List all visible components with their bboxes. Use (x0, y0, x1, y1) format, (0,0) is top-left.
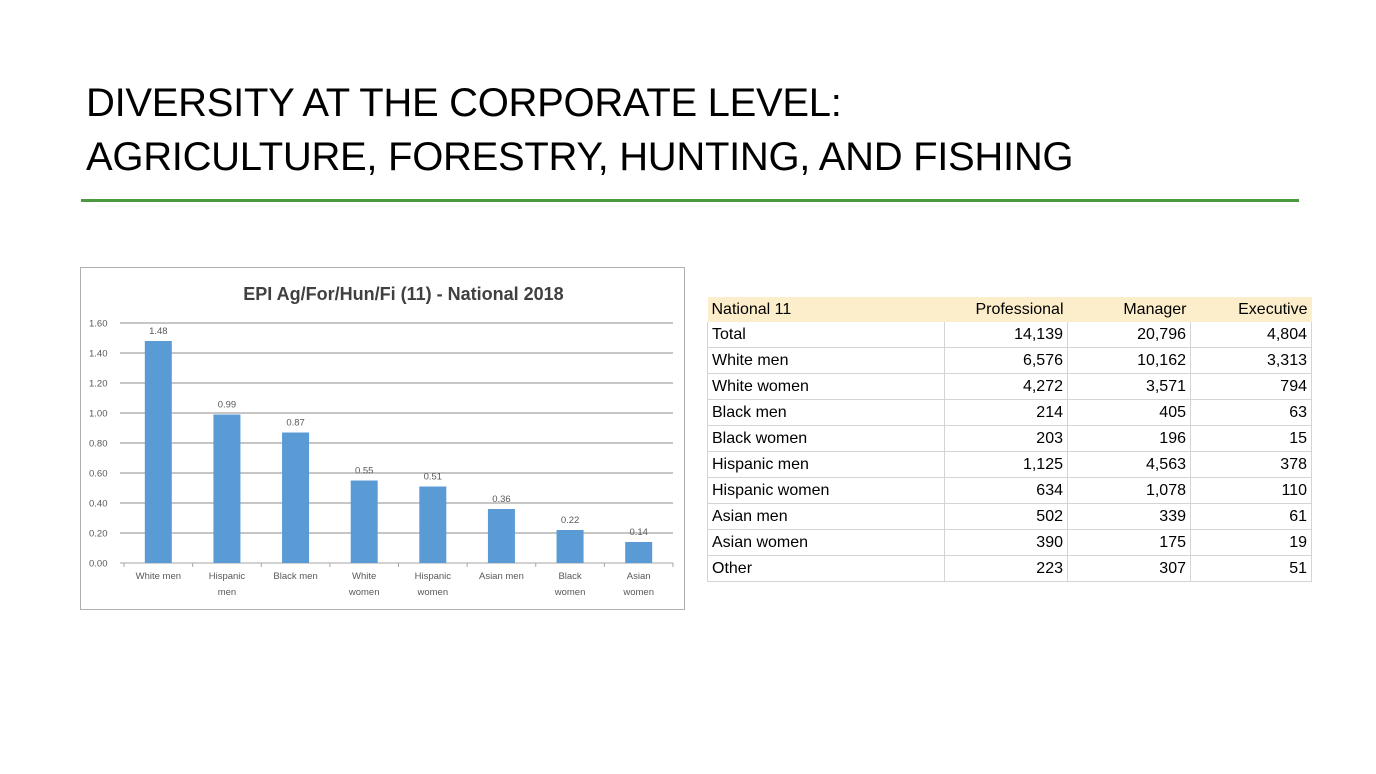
table-cell: 339 (1068, 504, 1191, 530)
category-label: Black men (273, 571, 318, 582)
category-label: White men (135, 571, 182, 582)
category-label: Hispanic (208, 571, 246, 582)
data-label: 1.48 (149, 326, 168, 337)
table-cell: 390 (945, 530, 1068, 556)
table-header-cell: National 11 (708, 297, 945, 322)
category-label: women (417, 587, 449, 598)
table-cell: 794 (1191, 374, 1312, 400)
table-cell: 175 (1068, 530, 1191, 556)
data-label: 0.14 (629, 527, 648, 538)
bar (213, 415, 240, 564)
y-tick-label: 0.00 (89, 558, 108, 570)
y-tick-label: 0.20 (89, 528, 108, 540)
table-cell: Asian women (708, 530, 945, 556)
table-cell: 1,078 (1068, 478, 1191, 504)
bar-chart-canvas (81, 268, 686, 611)
table-row (708, 504, 1312, 530)
table-cell: Black women (708, 426, 945, 452)
y-tick-label: 0.40 (89, 498, 108, 510)
title-divider (81, 199, 1299, 202)
y-tick-label: 1.40 (89, 348, 108, 360)
bar (557, 530, 584, 563)
y-tick-label: 1.00 (89, 408, 108, 420)
category-label: Asian men (478, 571, 524, 582)
bar (488, 509, 515, 563)
table-row (708, 556, 1312, 582)
table-body (708, 322, 1312, 582)
table-cell: 307 (1068, 556, 1191, 582)
y-tick-label: 0.60 (89, 468, 108, 480)
table-cell: 405 (1068, 400, 1191, 426)
bar (282, 433, 309, 564)
table-cell: 4,272 (945, 374, 1068, 400)
chart-title: EPI Ag/For/Hun/Fi (11) - National 2018 (243, 284, 564, 304)
slide-title-line-2: AGRICULTURE, FORESTRY, HUNTING, AND FISHING (86, 135, 1074, 179)
category-label: women (623, 587, 654, 598)
table-cell: Black men (708, 400, 945, 426)
table-cell: 378 (1191, 452, 1312, 478)
table-cell: 634 (945, 478, 1068, 504)
table-cell: 1,125 (945, 452, 1068, 478)
table-cell: 214 (945, 400, 1068, 426)
table-cell: 20,796 (1068, 322, 1191, 348)
bar (419, 487, 446, 564)
table-header-cell: Executive (1191, 297, 1312, 322)
table-cell: 203 (945, 426, 1068, 452)
table-cell: 6,576 (945, 348, 1068, 374)
category-label: women (348, 587, 380, 598)
data-label: 0.22 (560, 515, 580, 526)
table-header-cell: Professional (945, 297, 1068, 322)
table-cell: Other (708, 556, 945, 582)
table-cell: 10,162 (1068, 348, 1191, 374)
table-header-row (708, 297, 1312, 322)
diversity-table (707, 297, 1312, 582)
data-label: 0.36 (492, 494, 511, 505)
table-cell: Hispanic men (708, 452, 945, 478)
data-label: 0.99 (217, 399, 237, 411)
table-row (708, 348, 1312, 374)
bar (145, 341, 172, 563)
category-label: men (217, 587, 237, 598)
table-cell: 110 (1191, 478, 1312, 504)
table-cell: 3,313 (1191, 348, 1312, 374)
table-cell: 63 (1191, 400, 1312, 426)
table-cell: Total (708, 322, 945, 348)
data-label: 0.51 (423, 471, 443, 483)
bar (625, 542, 652, 563)
table-cell: 4,563 (1068, 452, 1191, 478)
table-cell: 51 (1191, 556, 1312, 582)
table-cell: 15 (1191, 426, 1312, 452)
data-label: 0.87 (286, 417, 305, 429)
table-row (708, 452, 1312, 478)
category-label: women (554, 587, 586, 598)
table-row (708, 478, 1312, 504)
table-row (708, 426, 1312, 452)
bar-chart (80, 267, 685, 610)
table-cell: Asian men (708, 504, 945, 530)
table-cell: Hispanic women (708, 478, 945, 504)
category-label: Asian (626, 571, 651, 582)
category-label: Black (558, 571, 582, 582)
table-row (708, 530, 1312, 556)
y-tick-label: 0.80 (89, 438, 108, 450)
table-cell: 19 (1191, 530, 1312, 556)
table-cell: 14,139 (945, 322, 1068, 348)
y-tick-label: 1.20 (89, 378, 108, 390)
table-cell: 502 (945, 504, 1068, 530)
table-cell: White men (708, 348, 945, 374)
slide-title-line-1: DIVERSITY AT THE CORPORATE LEVEL: (86, 81, 842, 125)
category-label: White (352, 571, 377, 582)
table-cell: 196 (1068, 426, 1191, 452)
data-label: 0.55 (354, 465, 374, 477)
category-label: Hispanic (414, 571, 452, 582)
table-cell: 61 (1191, 504, 1312, 530)
table-row (708, 374, 1312, 400)
table-row (708, 400, 1312, 426)
slide-title (86, 76, 1073, 184)
bar (351, 481, 378, 564)
table-row (708, 322, 1312, 348)
table-cell: 4,804 (1191, 322, 1312, 348)
table-header-cell: Manager (1068, 297, 1191, 322)
table-cell: White women (708, 374, 945, 400)
table-cell: 3,571 (1068, 374, 1191, 400)
y-tick-label: 1.60 (89, 318, 108, 330)
table-cell: 223 (945, 556, 1068, 582)
